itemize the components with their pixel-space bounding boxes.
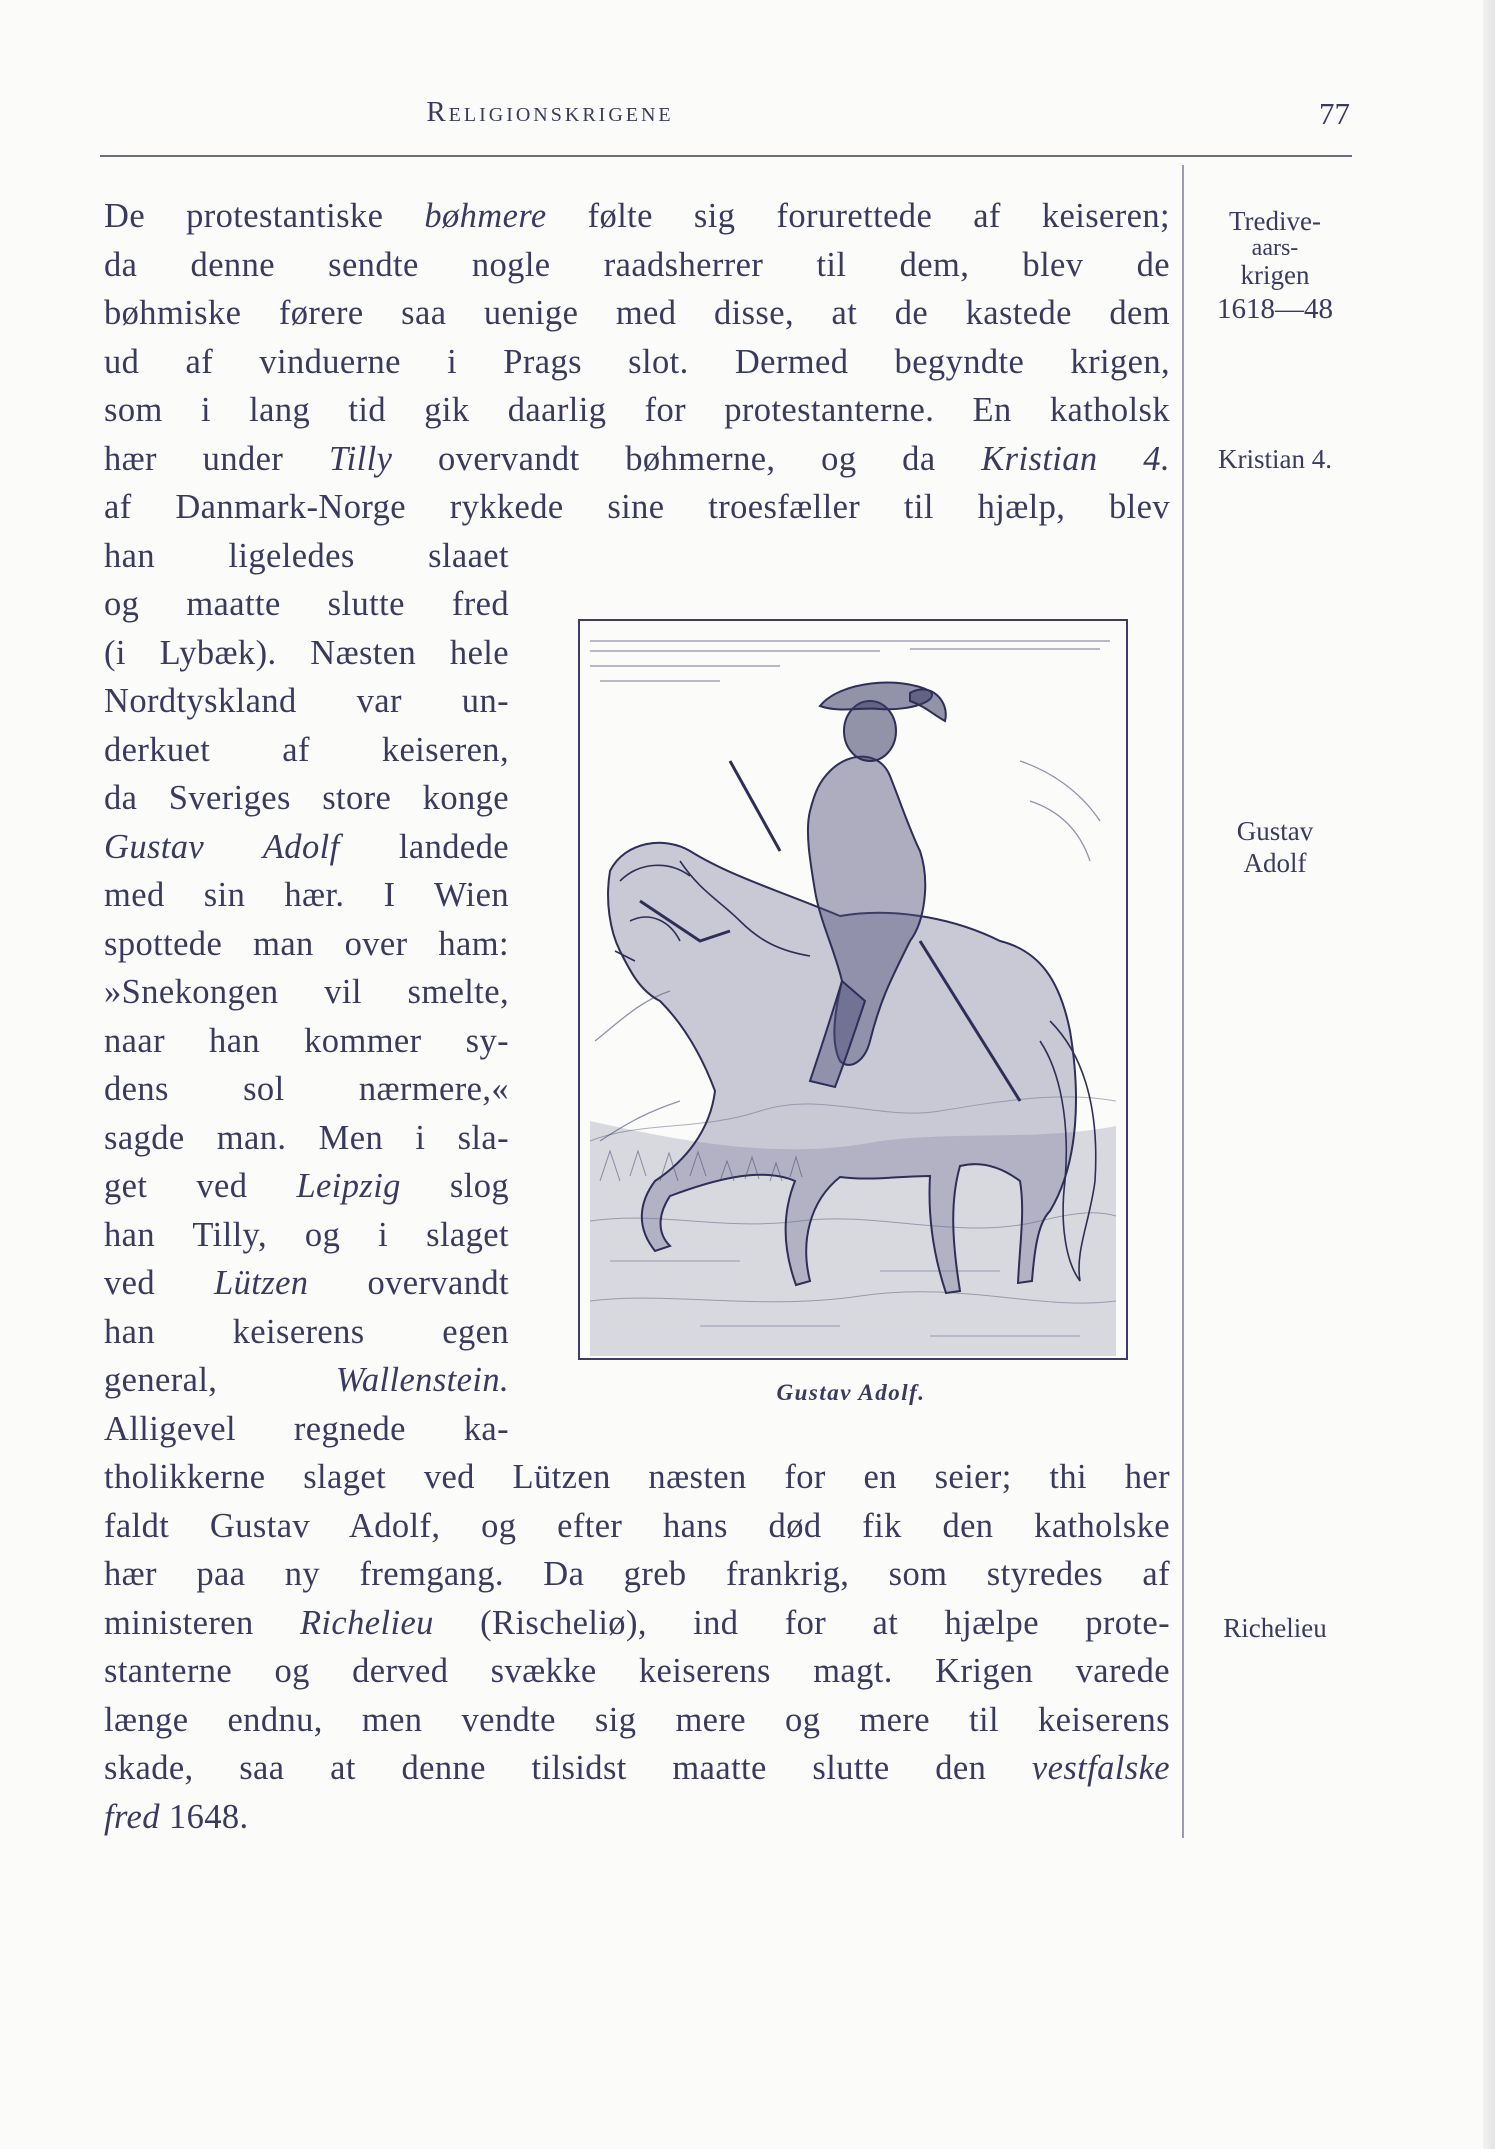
text-line: han keiserens egen xyxy=(104,1312,509,1351)
running-head: Religionskrigene xyxy=(426,96,674,128)
text-line: hær paa ny fremgang. Da greb frankrig, som styredes af xyxy=(104,1555,1170,1593)
text-line: dens sol nærmere,« xyxy=(104,1070,509,1108)
page-number: 77 xyxy=(1319,96,1350,131)
page-header xyxy=(100,96,1350,138)
margin-note-line: krigen xyxy=(1240,260,1310,290)
text-line: bøhmiske førere saa uenige med disse, at de kastede dem xyxy=(104,294,1170,332)
margin-note-line: Gustav xyxy=(1236,816,1314,846)
text-line: hær under Tilly overvandt bøhmerne, og da Kristian 4. xyxy=(104,439,1170,478)
text-line: »Snekongen vil smelte, xyxy=(104,973,509,1011)
text-line: De protestantiske bøhmere følte sig forurettede af keiseren; xyxy=(104,197,1170,235)
text-line: stanterne og derved svække keiserens magt. Krigen varede xyxy=(104,1652,1170,1690)
margin-rule xyxy=(1182,165,1184,1838)
text-line: ud af vinduerne i Prags slot. Dermed begyndte krigen, xyxy=(104,342,1170,381)
text-line: han Tilly, og i slaget xyxy=(104,1215,509,1254)
text-line: og maatte slutte fred xyxy=(104,585,509,623)
text-line: da denne sendte nogle raadsherrer til dem, blev de xyxy=(104,245,1170,284)
text-line: general, Wallenstein. xyxy=(104,1361,509,1399)
text-line: længe endnu, men vendte sig mere og mere til keiserens xyxy=(104,1700,1170,1739)
text-line: af Danmark-Norge rykkede sine troesfæller til hjælp, blev xyxy=(104,488,1170,526)
text-line: tholikkerne slaget ved Lützen næsten for en seier; thi her xyxy=(104,1458,1170,1496)
text-line: derkuet af keiseren, xyxy=(104,730,509,769)
text-line: ved Lützen overvandt xyxy=(104,1264,509,1302)
text-line: da Sveriges store konge xyxy=(104,779,509,817)
text-line: Nordtyskland var un- xyxy=(104,682,509,720)
text-line: faldt Gustav Adolf, og efter hans død fik den katholske xyxy=(104,1506,1170,1545)
text-line: fred 1648. xyxy=(104,1797,249,1836)
margin-note-line: Tredive- xyxy=(1229,206,1321,236)
equestrian-portrait-illustration xyxy=(580,621,1126,1358)
margin-note-line: Adolf xyxy=(1243,848,1307,878)
text-line: han ligeledes slaaet xyxy=(104,536,509,575)
margin-note-kristian: Kristian 4. xyxy=(1218,444,1332,474)
page-edge xyxy=(1483,0,1495,2149)
text-line: Gustav Adolf landede xyxy=(104,827,509,866)
text-line: som i lang tid gik daarlig for protestanterne. En katholsk xyxy=(104,391,1170,429)
figure-caption: Gustav Adolf. xyxy=(776,1380,926,1405)
margin-note-richelieu: Richelieu xyxy=(1223,1613,1327,1643)
margin-note-line: aars- xyxy=(1251,235,1299,261)
margin-note-thirty-years-war xyxy=(1190,206,1360,328)
text-line: spottede man over ham: xyxy=(104,924,509,963)
margin-note-gustav-adolf xyxy=(1190,815,1360,879)
text-line: (i Lybæk). Næsten hele xyxy=(104,633,509,672)
text-line: ministeren Richelieu (Rischeliø), ind for at hjælpe prote- xyxy=(104,1603,1171,1642)
text-line: med sin hær. I Wien xyxy=(104,876,509,914)
margin-note-years: 1618—48 xyxy=(1217,293,1333,325)
text-line: get ved Leipzig slog xyxy=(104,1167,509,1205)
text-line: naar han kommer sy- xyxy=(104,1021,509,1060)
header-rule xyxy=(100,155,1352,157)
engraving-gustav-adolf xyxy=(578,619,1128,1360)
text-line: Alligevel regnede ka- xyxy=(104,1409,509,1448)
text-line: sagde man. Men i sla- xyxy=(104,1118,509,1157)
text-line: skade, saa at denne tilsidst maatte slutte den vestfalske xyxy=(104,1749,1170,1787)
